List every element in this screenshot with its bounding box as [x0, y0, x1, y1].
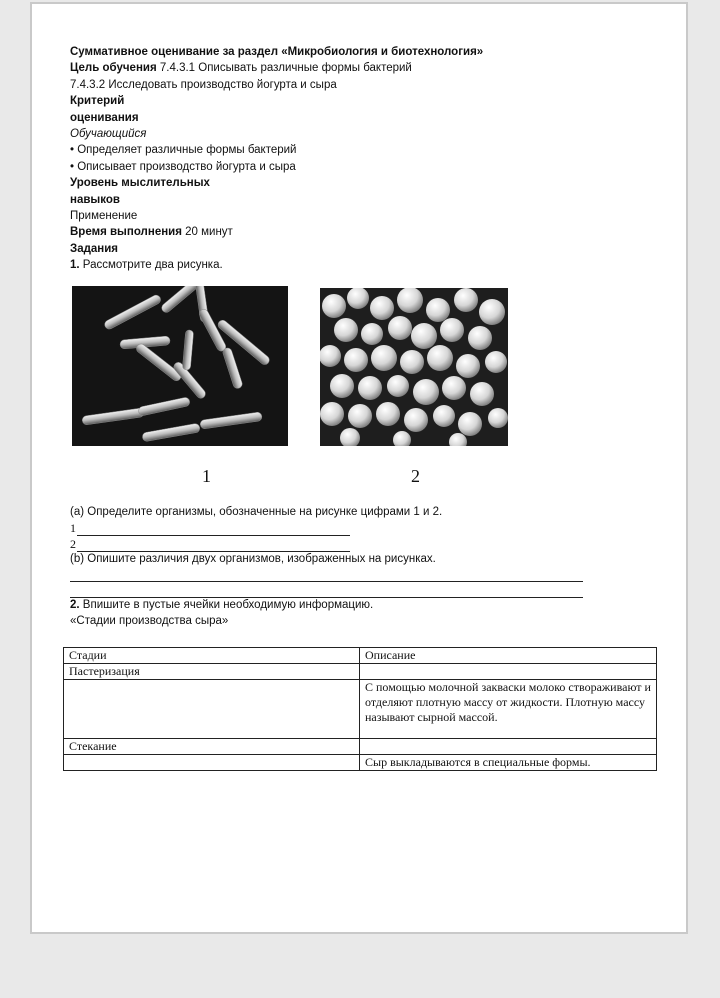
stage-cell: Стекание [64, 739, 360, 755]
level-label-line-2: навыков [70, 193, 120, 206]
time-label: Время выполнения [70, 226, 182, 239]
table-header-row [64, 648, 657, 664]
criterion-label-line-2: оценивания [70, 111, 139, 124]
description-cell: Сыр выкладываются в специальные формы. [360, 755, 657, 771]
learning-goal-2: 7.4.3.2 Исследовать производство йогурта и сыра [70, 78, 337, 91]
table-row [64, 664, 657, 680]
level-label-line-1: Уровень мыслительных [70, 177, 210, 190]
description-cell-input[interactable] [360, 739, 657, 755]
answer-b-line-2[interactable] [70, 597, 583, 598]
description-cell: С помощью молочной закваски молоко створаживают и отделяют плотную массу от жидкости. Плотную массу называют сырной массой. [360, 680, 657, 739]
criterion-label-line-1: Критерий [70, 95, 125, 108]
answer-2-line[interactable] [77, 551, 350, 552]
header-description: Описание [360, 648, 657, 664]
task-1-line [70, 257, 670, 273]
level-value: Применение [70, 210, 138, 223]
stage-cell-input[interactable] [64, 755, 360, 771]
rod-bacteria-image [72, 286, 288, 446]
tasks-label: Задания [70, 242, 119, 255]
document-page [30, 2, 688, 934]
task-1-number: 1. [70, 259, 80, 272]
answer-b-line-1[interactable] [70, 581, 583, 582]
document-title: Суммативное оценивание за раздел «Микробиология и биотехнология» [70, 46, 484, 58]
criterion-item-1: • Определяет различные формы бактерий [70, 144, 297, 157]
answer-1-line[interactable] [77, 535, 350, 536]
stage-cell-input[interactable] [64, 680, 360, 739]
time-line [70, 224, 670, 240]
description-cell-input[interactable] [360, 664, 657, 680]
stage-cell: Пастеризация [64, 664, 360, 680]
figure-1-label: 1 [202, 466, 211, 486]
header-stages: Стадии [64, 648, 360, 664]
table-row [64, 755, 657, 771]
answer-1-label: 1 [70, 521, 76, 535]
goal-label: Цель обучения [70, 62, 157, 75]
learner-label: Обучающийся [70, 128, 147, 141]
document-header [70, 44, 670, 274]
yeast-cells-image [320, 288, 508, 446]
task-2-text: Впишите в пустые ячейки необходимую информацию. [82, 599, 374, 611]
time-value: 20 минут [185, 226, 233, 239]
learning-goal-1 [70, 60, 670, 76]
task-2-line [70, 599, 373, 611]
task-1-part-b: (b) Опишите различия двух организмов, изображенных на рисунках. [70, 553, 436, 565]
criterion-item-2: • Описывает производство йогурта и сыра [70, 160, 296, 173]
table-row [64, 680, 657, 739]
task-1-text: Рассмотрите два рисунка. [82, 259, 223, 272]
table-title: «Стадии производства сыра» [70, 615, 229, 627]
answer-2-label: 2 [70, 537, 76, 551]
cheese-stages-table [63, 647, 657, 771]
task-2-number: 2. [70, 599, 80, 611]
figure-2-label: 2 [411, 466, 420, 486]
goal-1-text: 7.4.3.1 Описывать различные формы бактерий [159, 62, 412, 75]
table-row [64, 739, 657, 755]
task-1-part-a: (a) Определите организмы, обозначенные на рисунке цифрами 1 и 2. [70, 506, 443, 518]
